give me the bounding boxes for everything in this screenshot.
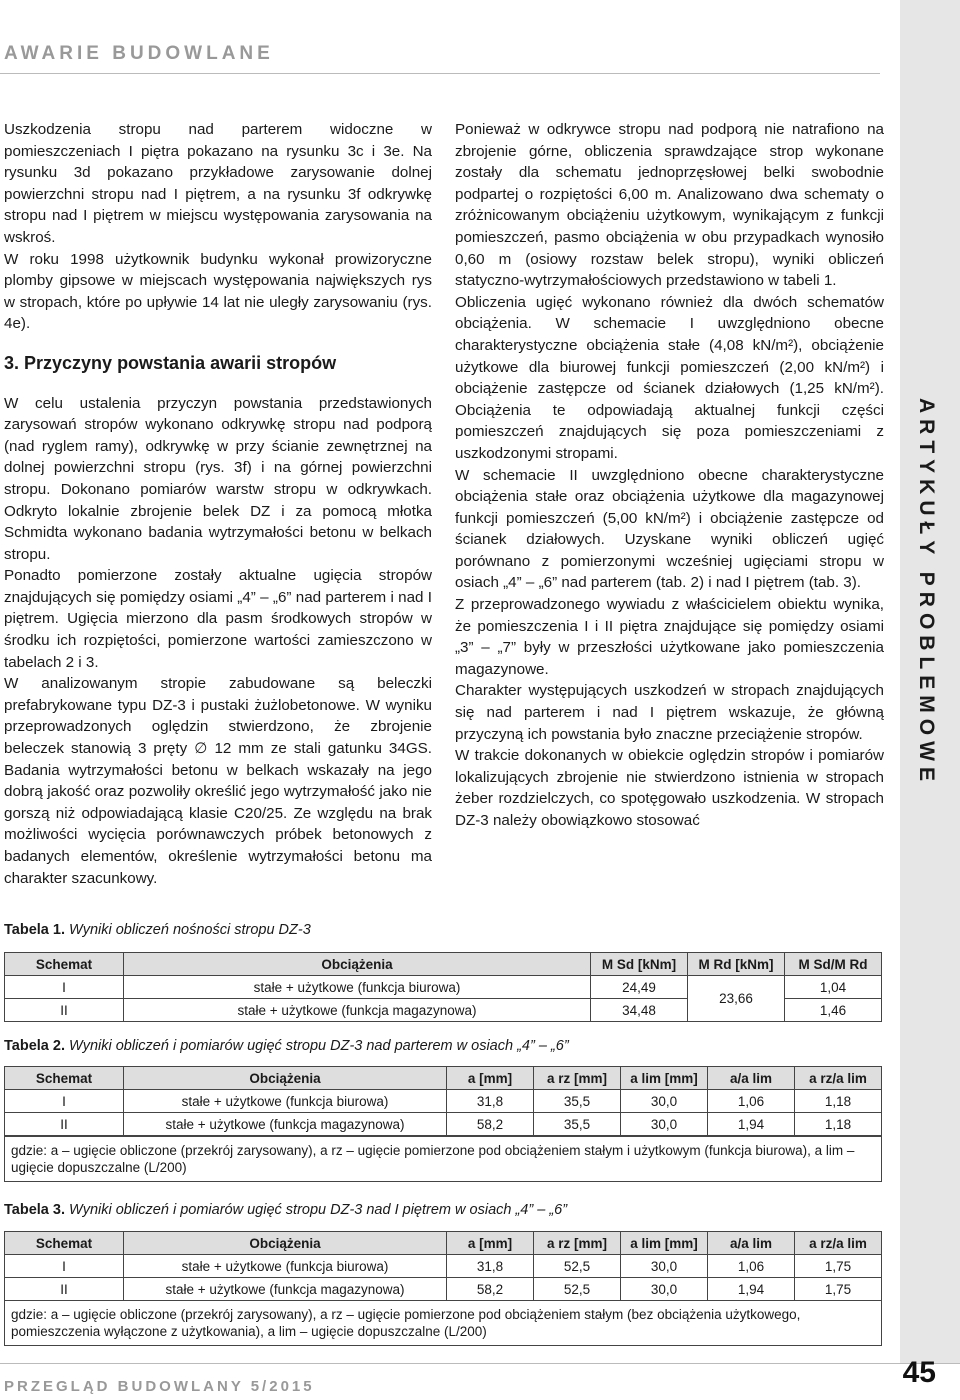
column-header: M Rd [kNm] [688, 953, 785, 976]
table-cell: 31,8 [447, 1255, 534, 1278]
table2-title: Wyniki obliczeń i pomiarów ugięć stropu DZ-3 nad parterem w osiach „4” – „6” [69, 1038, 569, 1054]
table3-label: Tabela 3. [4, 1202, 65, 1218]
table-cell-merged: 23,66 [688, 976, 785, 1022]
paragraph: W analizowanym stropie zabudowane są beleczki prefabrykowane typu DZ-3 i pustaki żużlobetonowe. W wyniku przeprowadzonych oględzin stwierdzono, że zbrojenie beleczek stanowią 3 pręty ∅ 12 mm ze stali gatunku 34GS. Badania wytrzymałości betonu w belkach wskazały na jego dobrą jakość oraz pozwoliły określić jego wytrzymałość jako nie gorszą niż odpowiadającą klasie C20/25. Ze względu na brak możliwości wycięcia porównawczych próbek betonowych z badanych elementów, określenie wytrzymałości betonu ma charakter szacunkowy. [4, 675, 432, 887]
right-column [455, 119, 884, 832]
table-cell: 30,0 [621, 1255, 708, 1278]
table-cell: I [5, 1255, 124, 1278]
column-header: M Sd/M Rd [785, 953, 882, 976]
table-cell: 30,0 [621, 1113, 708, 1136]
column-header: a/a lim [708, 1067, 795, 1090]
table-cell: stałe + użytkowe (funkcja biurowa) [124, 1255, 447, 1278]
table-cell: 1,75 [795, 1255, 882, 1278]
table-row [5, 1090, 882, 1113]
table-cell: 1,94 [708, 1278, 795, 1301]
column-header: a rz [mm] [534, 1067, 621, 1090]
table-cell: 24,49 [591, 976, 688, 999]
table-cell: stałe + użytkowe (funkcja magazynowa) [124, 999, 591, 1022]
table2-caption [4, 1038, 569, 1054]
table3-title: Wyniki obliczeń i pomiarów ugięć stropu DZ-3 nad I piętrem w osiach „4” – „6” [69, 1202, 568, 1218]
table-cell: 52,5 [534, 1255, 621, 1278]
page-number: 45 [902, 1356, 936, 1389]
table-header-row [5, 1067, 882, 1090]
table-row [5, 976, 882, 999]
section-header: AWARIE BUDOWLANE [4, 43, 274, 64]
paragraph: Ponadto pomierzone zostały aktualne ugięcia stropów znajdujących się pomiędzy osiami „4” – „6” nad parterem i nad I piętrem. Ugięcia mierzono dla pasm środkowych stropów w środku ich rozpiętości, pomierzone wartości zamieszczono w tabelach 2 i 3. [4, 567, 432, 671]
table-cell: I [5, 1090, 124, 1113]
column-header: a lim [mm] [621, 1067, 708, 1090]
paragraph: Z przeprowadzonego wywiadu z właścicielem obiektu wynika, że pomieszczenia I i II piętra znajdujące się pomiędzy osiami „3” – „7” były w przeszłości użytkowane jako pomieszczenia magazynowe. [455, 596, 884, 678]
table-cell: II [5, 999, 124, 1022]
table3 [4, 1231, 882, 1301]
column-header: a rz/a lim [795, 1067, 882, 1090]
paragraph: W trakcie dokonanych w obiekcie oględzin stropów i pomiarów lokalizujących zbrojenie nie stwierdzono istnienia w stropach żeber rozdzielczych, co spotęgowało uszkodzenia. W stropach DZ-3 należy obowiązkowo stosować [455, 747, 884, 829]
journal-name: PRZEGLĄD BUDOWLANY 5/2015 [4, 1378, 315, 1395]
table-cell: 58,2 [447, 1113, 534, 1136]
column-header: Schemat [5, 1067, 124, 1090]
table-cell: stałe + użytkowe (funkcja magazynowa) [124, 1278, 447, 1301]
column-header: M Sd [kNm] [591, 953, 688, 976]
table1 [4, 952, 882, 1022]
table-cell: 1,06 [708, 1090, 795, 1113]
table1-label: Tabela 1. [4, 922, 65, 938]
column-header: Obciążenia [124, 1067, 447, 1090]
paragraph: W celu ustalenia przyczyn powstania przedstawionych zarysowań stropów wykonano odkrywkę stropu nad podporą (nad ryglem ramy), odkrywkę w przy ścianie zewnętrznej na dolnej powierzchni stropu (rys. 3f) i na górnej powierzchni stropu. Dokonano pomiarów warstw stropu w odkrywkach. Odkryto lokalnie zbrojenie belek DZ i za pomocą młotka Schmidta wykonano badania wytrzymałości betonu w belkach stropu. [4, 394, 432, 563]
table-cell: 35,5 [534, 1090, 621, 1113]
table-cell: 34,48 [591, 999, 688, 1022]
table-cell: 1,18 [795, 1113, 882, 1136]
table-cell: I [5, 976, 124, 999]
table-cell: stałe + użytkowe (funkcja biurowa) [124, 976, 591, 999]
left-column [4, 119, 432, 889]
section-title: 3. Przyczyny powstania awarii stropów [4, 352, 337, 373]
column-header: Schemat [5, 953, 124, 976]
sidebar-band [900, 0, 960, 1363]
table-row [5, 1255, 882, 1278]
column-header: a [mm] [447, 1232, 534, 1255]
column-header: Obciążenia [124, 953, 591, 976]
table1-title: Wyniki obliczeń nośności stropu DZ-3 [69, 922, 311, 938]
column-header: a rz/a lim [795, 1232, 882, 1255]
header-divider [0, 73, 880, 74]
table3-note: gdzie: a – ugięcie obliczone (przekrój zarysowany), a rz – ugięcie pomierzone pod obciążeniem stałym (bez obciążenia użytkowego, pomieszczenia wyłączone z użytkowania), a lim – ugięcie dopuszczalne (L/200) [4, 1300, 882, 1346]
table-cell: 30,0 [621, 1278, 708, 1301]
column-header: a [mm] [447, 1067, 534, 1090]
table1-caption [4, 922, 311, 938]
table2 [4, 1066, 882, 1136]
paragraph: Obliczenia ugięć wykonano również dla dwóch schematów obciążenia. W schemacie I uwzględniono obecne charakterystyczne obciążenia stałe (4,08 kN/m²), obciążenie użytkowe dla biurowej funkcji pomieszczeń (2,00 kN/m²) i obciążenie zastępcze od ścianek działowych (1,25 kN/m²). Obciążenia te odpowiadają aktualnej funkcji części pomieszczeń znajdujących się poza pomieszczeniami z uszkodzonymi stropami. [455, 293, 884, 462]
table-cell: stałe + użytkowe (funkcja magazynowa) [124, 1113, 447, 1136]
column-header: a lim [mm] [621, 1232, 708, 1255]
table3-caption [4, 1202, 567, 1218]
table-cell: II [5, 1278, 124, 1301]
table-cell: 1,46 [785, 999, 882, 1022]
paragraph: Ponieważ w odkrywce stropu nad podporą nie natrafiono na zbrojenie górne, obliczenia sprawdzające strop wykonane zostały dla schematu jednoprzęsłowej belki swobodnie podpartej o rozpiętości 6,00 m. Analizowano dwa schematy o zróżnicowanym obciążeniu użytkowym, wynikającym z funkcji pomieszczeń, pasmo obciążenia w obu przypadkach wynosiło 0,60 m (osiowy rozstaw belek stropu), wyniki obliczeń statyczno-wytrzymałościowych przedstawiono w tabeli 1. [455, 121, 884, 290]
table-row [5, 1278, 882, 1301]
table-header-row [5, 953, 882, 976]
table-cell: 31,8 [447, 1090, 534, 1113]
paragraph: Uszkodzenia stropu nad parterem widoczne w pomieszczeniach I piętra pokazano na rysunku 3c i 3e. Na rysunku 3d pokazano przykładowe zarysowanie dolnej powierzchni stropu nad I piętrem, a na rysunku 3f odkrywkę stropu nad I piętrem w miejscu występowania zarysowania na wskroś. [4, 121, 432, 246]
table-cell: 1,04 [785, 976, 882, 999]
table-cell: 1,06 [708, 1255, 795, 1278]
column-header: Obciążenia [124, 1232, 447, 1255]
table-cell: 1,75 [795, 1278, 882, 1301]
sidebar-section-label: ARTYKUŁY PROBLEMOWE [915, 398, 938, 787]
footer-divider [0, 1363, 960, 1364]
column-header: a rz [mm] [534, 1232, 621, 1255]
table2-note: gdzie: a – ugięcie obliczone (przekrój zarysowany), a rz – ugięcie pomierzone pod obciążeniem stałym i użytkowym (funkcja biurowa), a lim – ugięcie dopuszczalne (L/200) [4, 1136, 882, 1182]
paragraph: Charakter występujących uszkodzeń w stropach znajdujących się nad parterem i nad I piętrem wskazuje, że główną przyczyną ich powstania było znaczne przeciążenie stropów. [455, 682, 884, 743]
table2-label: Tabela 2. [4, 1038, 65, 1054]
table-cell: 1,18 [795, 1090, 882, 1113]
table-cell: 52,5 [534, 1278, 621, 1301]
table-row [5, 1113, 882, 1136]
column-header: a/a lim [708, 1232, 795, 1255]
table-cell: 30,0 [621, 1090, 708, 1113]
table-cell: 58,2 [447, 1278, 534, 1301]
column-header: Schemat [5, 1232, 124, 1255]
paragraph: W roku 1998 użytkownik budynku wykonał prowizoryczne plomby gipsowe w miejscach występowania największych rys w stropach, które po upływie 14 lat nie uległy zarysowaniu (rys. 4e). [4, 250, 432, 333]
paragraph: W schemacie II uwzględniono obecne charakterystyczne obciążenia stałe oraz obciążenia użytkowe dla magazynowej funkcji pomieszczeń (5,00 kN/m²) i obciążenie zastępcze od ścianek działowych. Uzyskane wyniki obliczeń ugięć porównano z pomierzonymi wcześniej ugięciami stropu w osiach „4” – „6” nad parterem (tab. 2) i nad I piętrem (tab. 3). [455, 466, 884, 592]
table-cell: stałe + użytkowe (funkcja biurowa) [124, 1090, 447, 1113]
table-cell: II [5, 1113, 124, 1136]
table-cell: 35,5 [534, 1113, 621, 1136]
table-header-row [5, 1232, 882, 1255]
table-cell: 1,94 [708, 1113, 795, 1136]
